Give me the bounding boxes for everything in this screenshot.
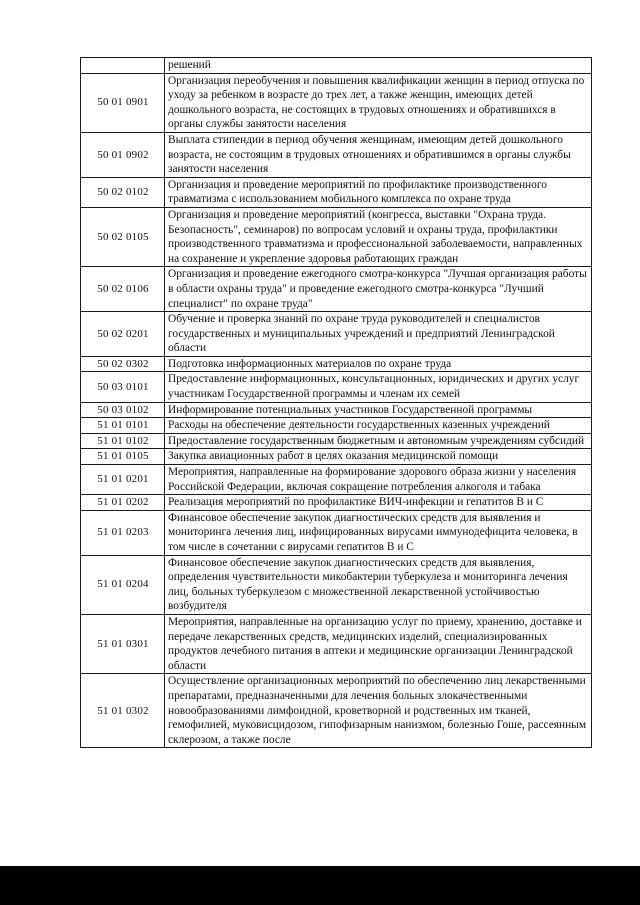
table-row — [81, 372, 592, 402]
budget-code-cell: 51 01 0101 — [81, 418, 165, 434]
budget-code-cell: 51 01 0301 — [81, 614, 165, 673]
budget-code-cell: 51 01 0201 — [81, 465, 165, 495]
description-cell: Организация и проведение мероприятий по профилактике производственного травматизма с использованием мобильного комплекса по охране труда — [165, 177, 592, 207]
budget-code-cell: 51 01 0203 — [81, 510, 165, 555]
budget-code-cell: 51 01 0102 — [81, 433, 165, 449]
description-cell: Финансовое обеспечение закупок диагностических средств для выявления, определения чувствительности микобактерии туберкулеза и мониторинга лечения лиц, больных туберкулезом с множественной лекарственной устойчивостью возбудителя — [165, 555, 592, 614]
table-row — [81, 267, 592, 312]
table-row — [81, 418, 592, 434]
budget-code-cell — [81, 58, 165, 74]
table-row — [81, 58, 592, 74]
description-cell: Организация переобучения и повышения квалификации женщин в период отпуска по уходу за ребенком в возрасте до трех лет, а также женщин, имеющих детей дошкольного возраста, не состоящих в трудовых отношениях и обратившихся в органы службы занятости населения — [165, 73, 592, 132]
description-cell: Мероприятия, направленные на формирование здорового образа жизни у населения Российской Федерации, включая сокращение потребления алкоголя и табака — [165, 465, 592, 495]
table-row — [81, 555, 592, 614]
description-cell: Финансовое обеспечение закупок диагностических средств для выявления и мониторинга лечения лиц, инфицированных вирусами иммунодефицита человека, в том числе в сочетании с вирусами гепатитов В и С — [165, 510, 592, 555]
budget-code-cell: 51 01 0204 — [81, 555, 165, 614]
budget-codes-table — [80, 57, 592, 748]
table-row — [81, 312, 592, 357]
budget-code-cell: 50 02 0105 — [81, 207, 165, 266]
scan-bottom-border — [0, 866, 640, 905]
budget-code-cell: 50 02 0106 — [81, 267, 165, 312]
table-row — [81, 495, 592, 511]
table-row — [81, 207, 592, 266]
description-cell: Осуществление организационных мероприятий по обеспечению лиц лекарственными препаратами, предназначенными для лечения больных злокачественными новообразованиями лимфоидной, кроветворной и родственных им тканей, гемофилией, муковисцидозом, гипофизарным нанизмом, болезнью Гоше, рассеянным склерозом, а также после — [165, 674, 592, 748]
budget-code-cell: 50 02 0102 — [81, 177, 165, 207]
budget-code-cell: 50 03 0101 — [81, 372, 165, 402]
description-cell: Мероприятия, направленные на организацию услуг по приему, хранению, доставке и передаче лекарственных средств, медицинских изделий, специализированных продуктов лечебного питания в аптеки и медицинские организации Ленинградской области — [165, 614, 592, 673]
table-row — [81, 132, 592, 177]
table-row — [81, 510, 592, 555]
description-cell: Предоставление информационных, консультационных, юридических и других услуг участникам Государственной программы и членам их семей — [165, 372, 592, 402]
budget-code-cell: 50 01 0902 — [81, 132, 165, 177]
budget-code-cell: 51 01 0202 — [81, 495, 165, 511]
description-cell: Предоставление государственным бюджетным и автономным учреждениям субсидий — [165, 433, 592, 449]
description-cell: Организация и проведение ежегодного смотра-конкурса "Лучшая организация работы в области охраны труда" и проведение ежегодного смотра-конкурса "Лучший специалист" по охране труда" — [165, 267, 592, 312]
budget-code-cell: 50 01 0901 — [81, 73, 165, 132]
table-row — [81, 356, 592, 372]
budget-code-cell: 50 02 0201 — [81, 312, 165, 357]
description-cell: Выплата стипендии в период обучения женщинам, имеющим детей дошкольного возраста, не состоящим в трудовых отношениях и обратившимся в органы службы занятости населения — [165, 132, 592, 177]
description-cell: Реализация мероприятий по профилактике ВИЧ-инфекции и гепатитов В и С — [165, 495, 592, 511]
table-row — [81, 73, 592, 132]
description-cell: Организация и проведение мероприятий (конгресса, выставки "Охрана труда. Безопасность", семинаров) по вопросам условий и охраны труда, профилактики производственного травматизма и профессиональной заболеваемости, направленных на сохранение и укрепление здоровья работающих граждан — [165, 207, 592, 266]
table-body — [81, 58, 592, 748]
table-row — [81, 674, 592, 748]
description-cell: решений — [165, 58, 592, 74]
table-row — [81, 402, 592, 418]
table-row — [81, 177, 592, 207]
description-cell: Закупка авиационных работ в целях оказания медицинской помощи — [165, 449, 592, 465]
description-cell: Информирование потенциальных участников Государственной программы — [165, 402, 592, 418]
table-row — [81, 614, 592, 673]
table-row — [81, 433, 592, 449]
budget-code-cell: 50 03 0102 — [81, 402, 165, 418]
budget-code-cell: 51 01 0105 — [81, 449, 165, 465]
description-cell: Обучение и проверка знаний по охране труда руководителей и специалистов государственных и муниципальных учреждений и предприятий Ленинградской области — [165, 312, 592, 357]
table-row — [81, 449, 592, 465]
description-cell: Подготовка информационных материалов по охране труда — [165, 356, 592, 372]
table-row — [81, 465, 592, 495]
budget-code-cell: 51 01 0302 — [81, 674, 165, 748]
budget-code-cell: 50 02 0302 — [81, 356, 165, 372]
description-cell: Расходы на обеспечение деятельности государственных казенных учреждений — [165, 418, 592, 434]
